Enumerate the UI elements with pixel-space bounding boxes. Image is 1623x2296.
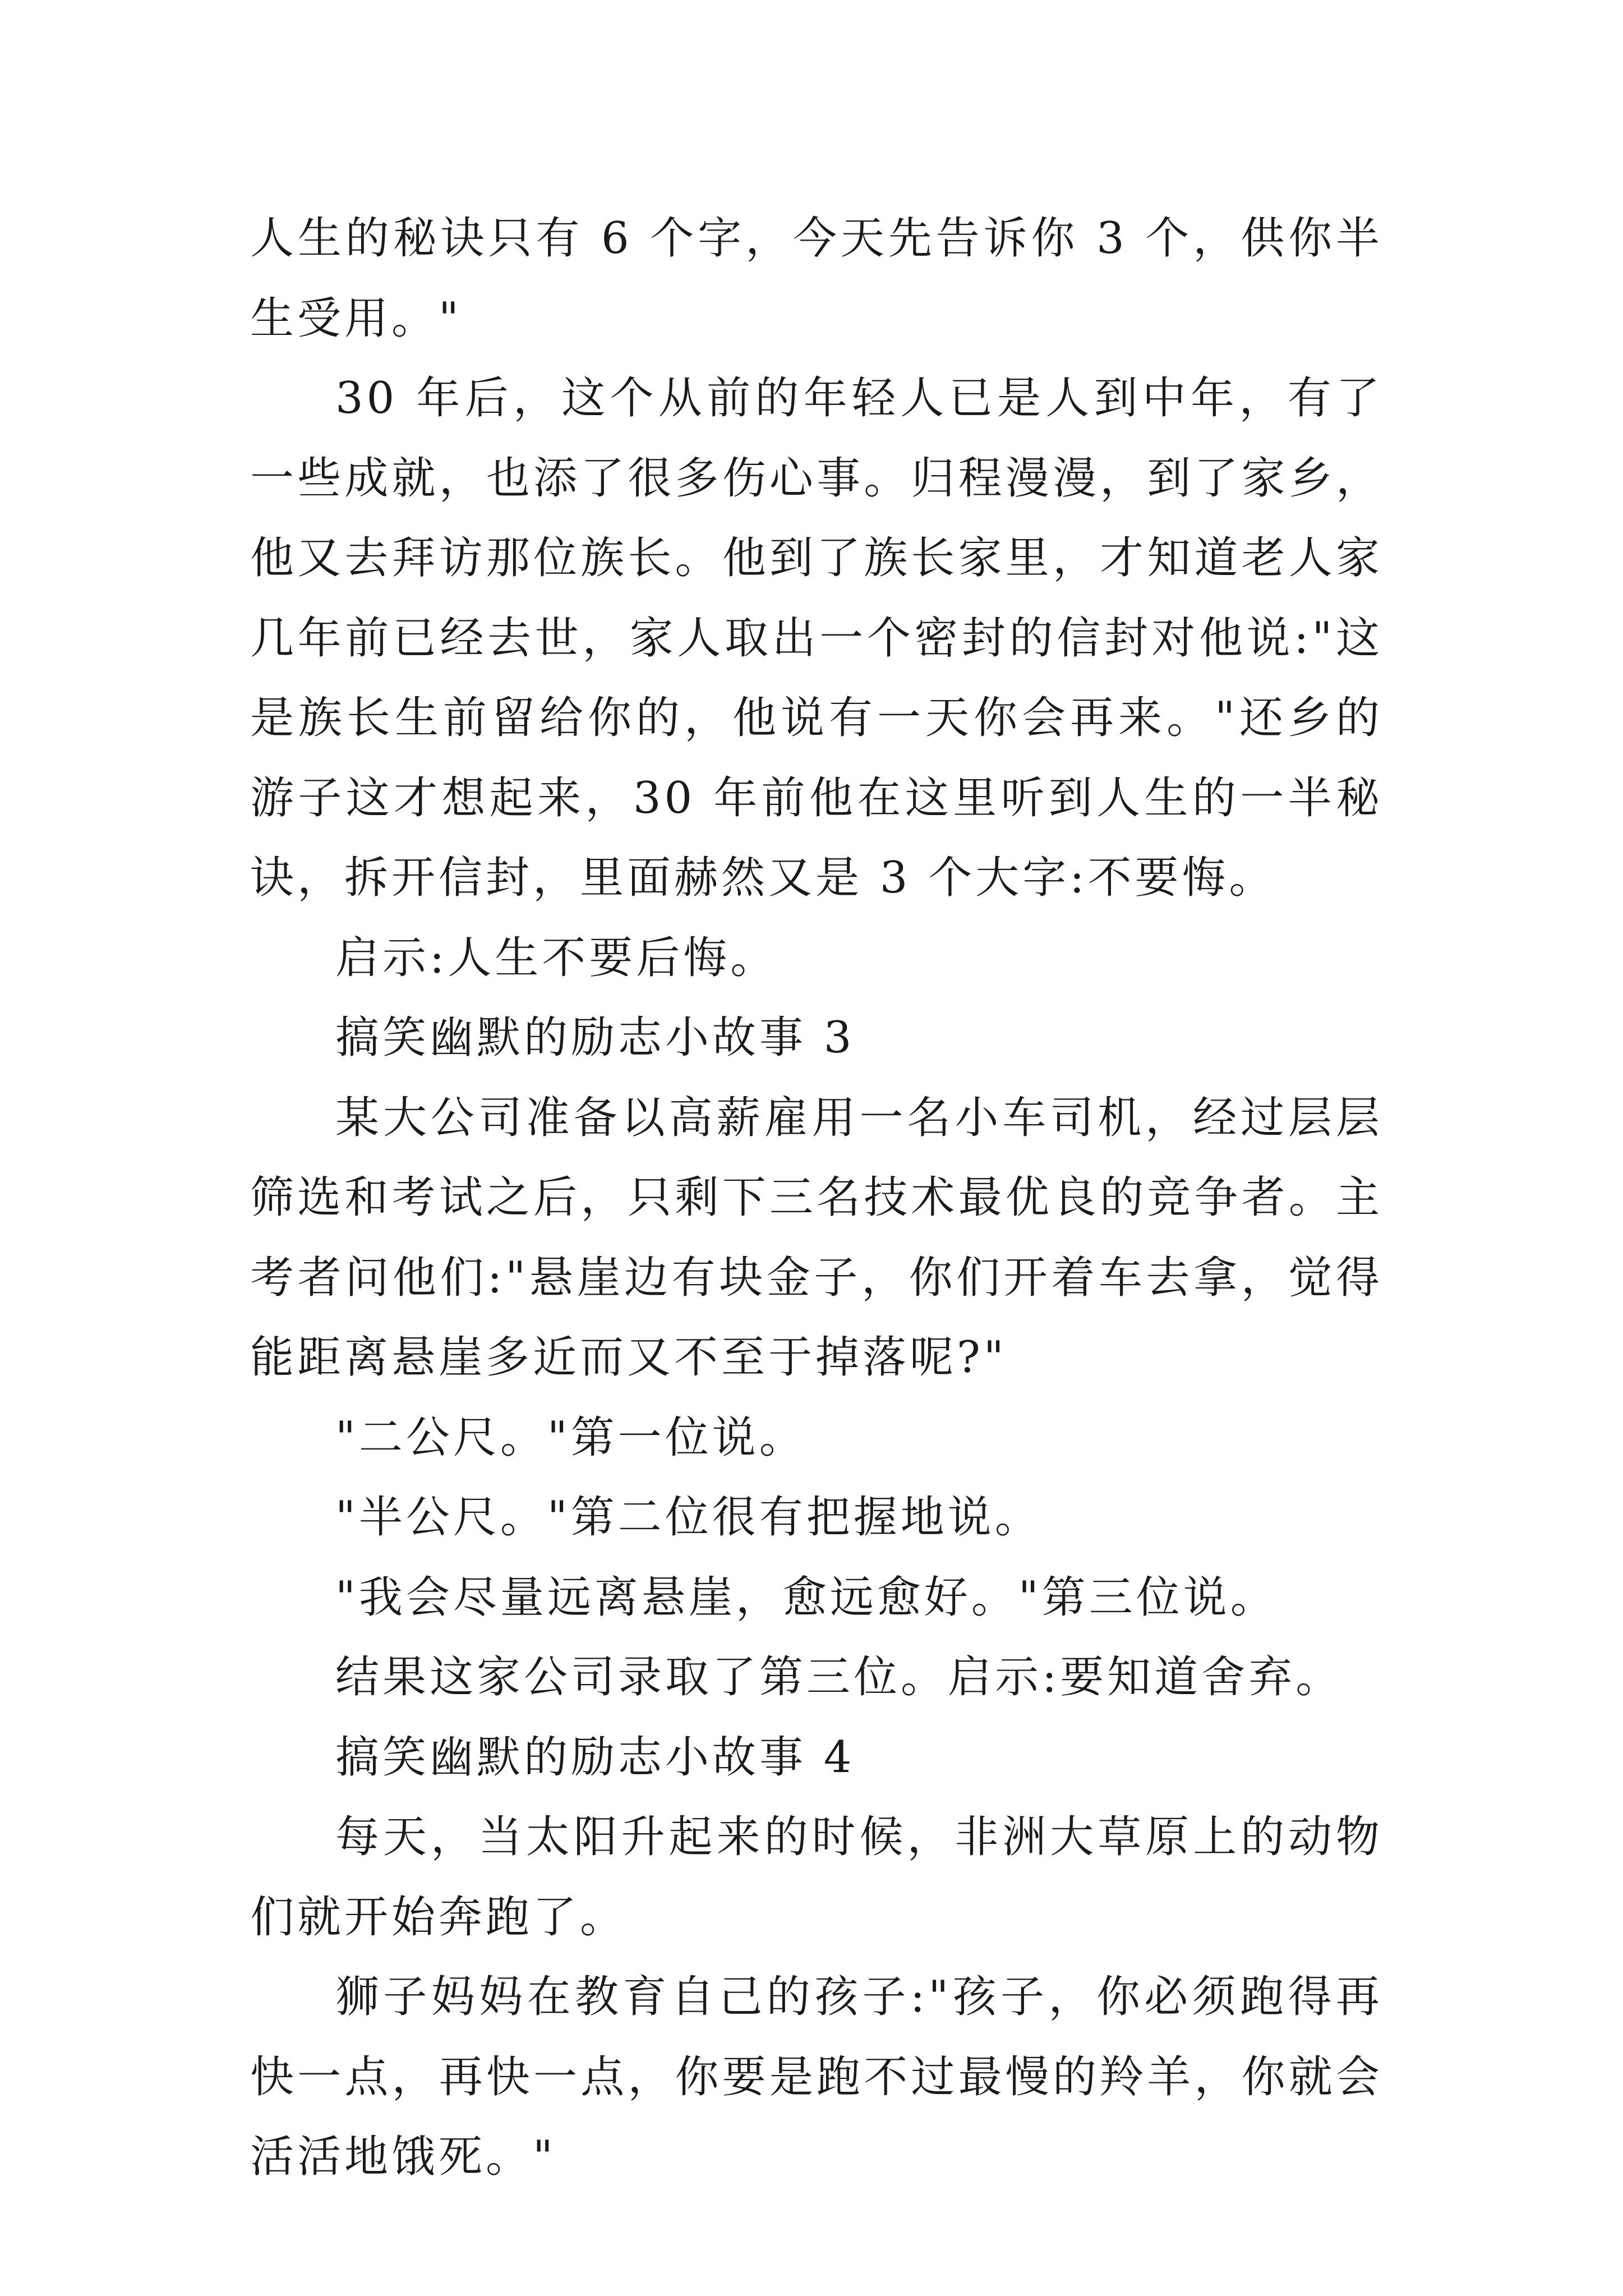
- paragraph-story3-intro: 某大公司准备以高薪雇用一名小车司机，经过层层筛选和考试之后，只剩下三名技术最优良的竞争者。主考者问他们:"悬崖边有块金子，你们开着车去拿，觉得能距离悬崖多近而又不至于掉落呢?": [250, 1092, 1383, 1383]
- section-heading-story-4: 搞笑幽默的励志小故事 4: [335, 1732, 855, 1783]
- paragraph-story2-ending: 30 年后，这个从前的年轻人已是人到中年，有了一些成就，也添了很多伤心事。归程漫漫，到了家乡，他又去拜访那位族长。他到了族长家里，才知道老人家几年前已经去世，家人取出一个密封的信封对他说:"这是族长生前留给你的，他说有一天你会再来。"还乡的游子这才想起来，30 年前他在这里听到人生的一半秘诀，拆开信封，里面赫然又是 3 个大字:不要悔。: [250, 373, 1383, 903]
- paragraph-third-answer: "我会尽量远离悬崖，愈远愈好。"第三位说。: [335, 1572, 1278, 1623]
- paragraph-story4-intro: 每天，当太阳升起来的时候，非洲大草原上的动物们就开始奔跑了。: [250, 1812, 1383, 1943]
- paragraph-moral-3: 结果这家公司录取了第三位。启示:要知道舍弃。: [335, 1652, 1343, 1703]
- paragraph-lioness-speech: 狮子妈妈在教育自己的孩子:"孩子，你必须跑得再快一点，再快一点，你要是跑不过最慢的羚羊，你就会活活地饿死。": [250, 1972, 1383, 2182]
- paragraph-moral-2: 启示:人生不要后悔。: [335, 932, 778, 983]
- paragraph-second-answer: "半公尺。"第二位很有把握地说。: [335, 1492, 1042, 1543]
- document-body: [250, 199, 1383, 2197]
- paragraph-first-answer: "二公尺。"第一位说。: [335, 1412, 806, 1463]
- paragraph-continuation: 人生的秘诀只有 6 个字，今天先告诉你 3 个，供你半生受用。": [250, 213, 1383, 344]
- section-heading-story-3: 搞笑幽默的励志小故事 3: [335, 1013, 855, 1063]
